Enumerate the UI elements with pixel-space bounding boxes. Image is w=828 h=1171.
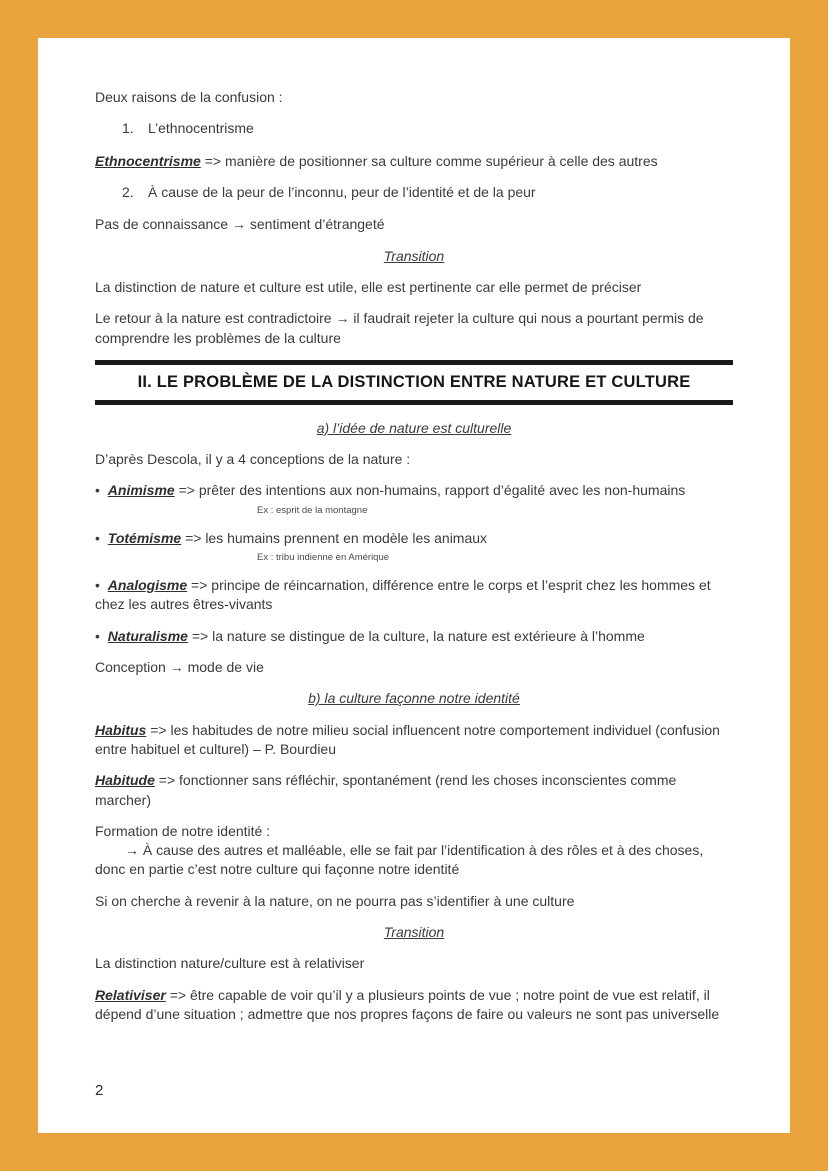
- definition-text: => prêter des intentions aux non-humains, rapport d’égalité avec les non-humains: [178, 482, 686, 499]
- definition-text: => principe de réincarnation, différence entre le corps et l’esprit chez les hommes et chez les autres êtres-vivants: [95, 577, 711, 613]
- bullet-animisme: [95, 481, 733, 516]
- formation-detail: → À cause des autres et malléable, elle se fait par l’identification à des rôles et à des choses, donc en partie c’est notre culture qui façonne notre identité: [95, 842, 704, 878]
- list-number: 2.: [122, 183, 134, 200]
- transition-heading: Transition: [383, 924, 445, 941]
- list-item-text: À cause de la peur de l’inconnu, peur de l’identité et de la peur: [148, 183, 536, 200]
- definition-text: => les humains prennent en modèle les animaux: [185, 529, 488, 546]
- list-item-ethnocentrisme: [95, 119, 733, 138]
- document-sheet: [38, 38, 790, 1133]
- list-number: 1.: [122, 120, 134, 137]
- term-relativiser: Relativiser: [95, 986, 166, 1003]
- transition-heading: Transition: [383, 247, 445, 264]
- paragraph-relativiser-intro: La distinction nature/culture est à relativiser: [95, 955, 365, 972]
- example-note: Ex : esprit de la montagne: [257, 504, 368, 516]
- definition-text: => les habitudes de notre milieu social influencent notre comportement individuel (confusion entre habituel et culturel) – P. Bourdieu: [95, 721, 720, 757]
- subheading-b: b) la culture façonne notre identité: [308, 690, 520, 707]
- term-habitude: Habitude: [95, 772, 155, 789]
- definition-habitus: [95, 721, 733, 760]
- term-naturalisme: Naturalisme: [107, 627, 188, 644]
- subheading-a: a) l’idée de nature est culturelle: [316, 419, 512, 436]
- example-note: Ex : tribu indienne en Amérique: [257, 551, 390, 563]
- definition-habitude: [95, 771, 733, 810]
- term-animisme: Animisme: [107, 482, 175, 499]
- bullet-totemisme: [95, 529, 733, 564]
- definition-ethnocentrisme: [95, 152, 733, 171]
- paragraph-retour-nature: Le retour à la nature est contradictoire → il faudrait rejeter la culture qui nous a pourtant permis de comprendre les problèmes de la culture: [95, 310, 704, 346]
- bullet-icon: •: [95, 577, 100, 594]
- definition-text: => manière de positionner sa culture comme supérieur à celle des autres: [204, 152, 658, 169]
- bullet-naturalisme: [95, 627, 733, 646]
- section-heading-block: [95, 360, 733, 405]
- paragraph-descola: D’après Descola, il y a 4 conceptions de la nature :: [95, 450, 411, 467]
- bullet-icon: •: [95, 529, 100, 546]
- page-number: 2: [95, 1082, 104, 1099]
- paragraph-conception: Conception → mode de vie: [95, 658, 264, 675]
- bullet-icon: •: [95, 627, 100, 644]
- paragraph-distinction-utile: La distinction de nature et culture est utile, elle est pertinente car elle permet de préciser: [95, 278, 642, 295]
- document-content: [95, 88, 733, 1024]
- definition-text: => la nature se distingue de la culture, la nature est extérieure à l’homme: [191, 627, 645, 644]
- list-item-peur: [95, 183, 733, 202]
- term-analogisme: Analogisme: [107, 577, 188, 594]
- paragraph-revenir-nature: Si on cherche à revenir à la nature, on ne pourra pas s’identifier à une culture: [95, 892, 575, 909]
- bullet-analogisme: [95, 576, 733, 615]
- term-ethnocentrisme: Ethnocentrisme: [95, 152, 201, 169]
- formation-title: Formation de notre identité :: [95, 822, 271, 839]
- paragraph-confusion-reasons: Deux raisons de la confusion :: [95, 89, 283, 105]
- bullet-icon: •: [95, 482, 100, 499]
- paragraph-formation-identite: [95, 822, 733, 880]
- section-title: II. LE PROBLÈME DE LA DISTINCTION ENTRE NATURE ET CULTURE: [137, 372, 691, 391]
- list-item-text: L’ethnocentrisme: [148, 120, 254, 137]
- definition-text: => être capable de voir qu’il y a plusieurs points de vue ; notre point de vue est relatif, il dépend d’une situation ; admettre que nos propres façons de faire ou valeurs ne sont pas universelle: [95, 986, 720, 1023]
- definition-relativiser: [95, 986, 733, 1025]
- definition-text: => fonctionner sans réfléchir, spontanément (rend les choses inconscientes comme marcher): [95, 772, 677, 808]
- paragraph-connaissance: Pas de connaissance → sentiment d’étrangeté: [95, 216, 385, 233]
- term-habitus: Habitus: [95, 721, 147, 738]
- term-totemisme: Totémisme: [107, 529, 182, 546]
